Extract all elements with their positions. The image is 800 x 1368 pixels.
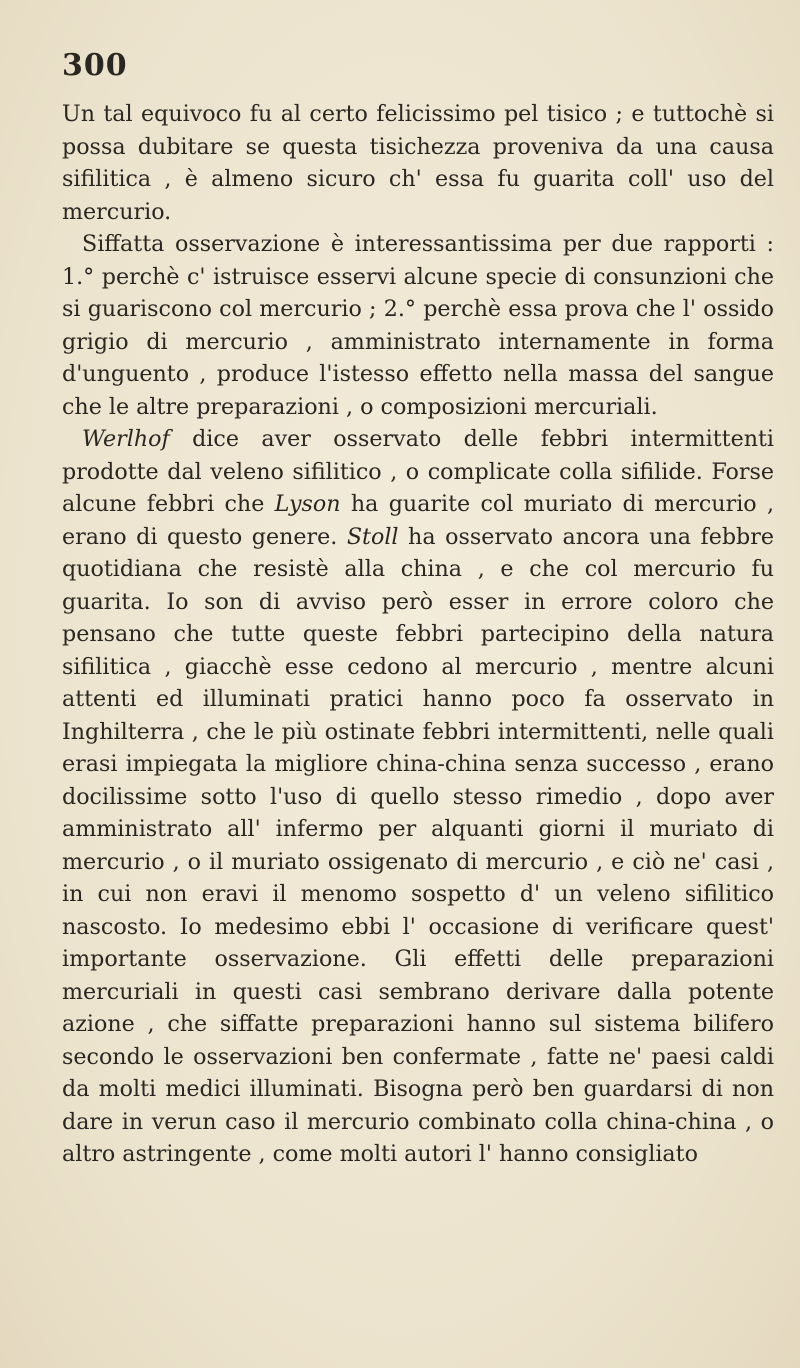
body-text [62,98,774,1171]
text-run: ha osservato ancora una febbre quotidiana che resistè alla china , e che col mercurio fu guarita. Io son di avviso però esser in errore coloro che pensano che tutte queste febbri partecipino della natura sifilitica , giacchè esse cedono al mercurio , mentre alcuni attenti ed illuminati pratici hanno poco fa osservato in Inghilterra , che le più ostinate febbri intermittenti, nelle quali erasi impiegata la migliore china-china senza successo , erano docilissime sotto l'uso di quello stesso rimedio , dopo aver amministrato all' infermo per alquanti giorni il muriato di mercurio , o il muriato ossigenato di mercurio , e ciò ne' casi , in cui non eravi il menomo sospetto d' un veleno sifilitico nascosto. Io medesimo ebbi l' occasione di verificare quest' importante osservazione. Gli effetti delle preparazioni mercuriali in questi casi sembrano derivare dalla potente azione , che siffatte preparazioni hanno sul sistema bilifero secondo le osservazioni ben confermate , fatte ne' paesi caldi da molti medici illuminati. Bisogna però ben guardarsi di non dare in verun caso il mercurio combinato colla china-china , o altro astringente , come molti autori l' hanno consigliato [62,523,774,1167]
author-name: Stoll [346,523,399,550]
author-name: Werlhof [82,426,170,452]
text-run: Siffatta osservazione è interessantissima per due rapporti : 1.° perchè c' istruisce esservi alcune specie di consunzioni che si guariscono col mercurio ; 2.° perchè essa prova che l' ossido grigio di mercurio , amministrato internamente in forma d'unguento , produce l'istesso effetto nella massa del sangue che le altre preparazioni , o composizioni mercuriali. [62,231,774,420]
text-run: dice aver osservato delle febbri intermittenti prodotte dal veleno sifilitico , o complicate colla sifilide. Forse alcune febbri che [62,426,774,517]
text-run: ha guarite col muriato di mercurio , erano di questo genere. [62,491,774,550]
author-name: Lyson [274,491,341,517]
paragraph [62,423,774,1171]
page-number: 300 [62,48,128,83]
paragraph [62,98,774,228]
text-run: Un tal equivoco fu al certo felicissimo pel tisico ; e tuttochè si possa dubitare se questa tisichezza proveniva da una causa sifilitica , è almeno sicuro ch' essa fu guarita coll' uso del mercurio. [62,101,774,225]
paragraph [62,228,774,423]
